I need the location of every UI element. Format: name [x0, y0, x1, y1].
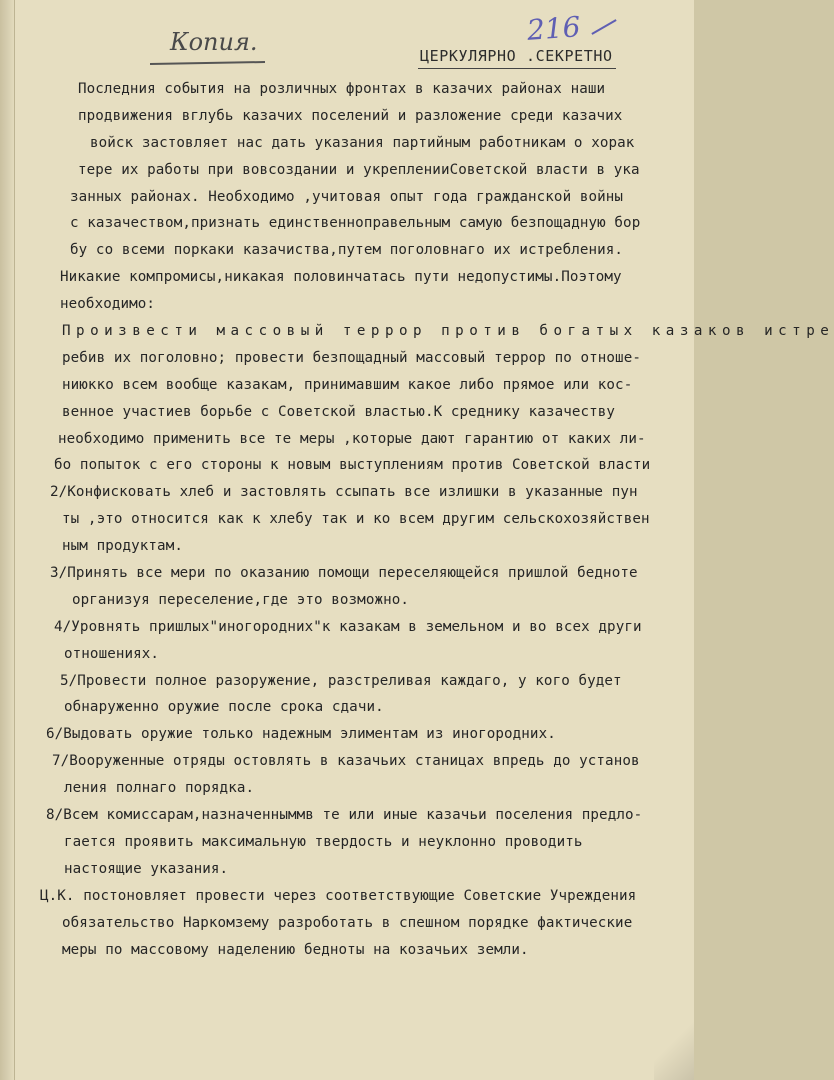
text-line: ным продуктам.: [62, 538, 183, 555]
text-line: обнаруженно оружие после срока сдачи.: [64, 699, 384, 716]
text-line: Произвести массовый террор против богатых казаков истре: [62, 323, 834, 340]
text-line: войск застовляет нас дать указания партийным работникам о хорак: [90, 134, 635, 151]
copy-mark-underline: [150, 61, 265, 65]
text-line: Никакие компромисы,никакая половинчатась пути недопустимы.Поэтому: [60, 269, 622, 286]
text-line: занных районах. Необходимо ,учитовая опыт года гражданской войны: [70, 188, 624, 205]
text-line: бо попыток с его стороны к новым выступлениям против Советской власти: [54, 457, 651, 474]
text-line: венное участиев борьбе с Советской властью.К среднику казачеству: [62, 403, 616, 420]
text-line: 4/Уровнять пришлых"иногородних"к казакам в земельном и во всех други: [54, 618, 642, 635]
text-line: бу со всеми поркаки казачиства,путем поголовнаго их истребления.: [70, 242, 624, 259]
folio-number: 216: [525, 10, 582, 47]
text-line: ниюкко всем вообще казакам, принимавшим какое либо прямое или кос-: [62, 376, 633, 393]
document-body: [40, 76, 834, 963]
text-line: ребив их поголовно; провести безпощадный массовый террор по отноше-: [62, 349, 641, 366]
text-line: 2/Конфисковать хлеб и застовлять ссыпать все излишки в указанные пун: [50, 484, 638, 501]
text-line: 3/Принять все мери по оказанию помощи переселяющейся пришлой бедноте: [50, 565, 638, 582]
page-binding-edge: [0, 0, 15, 1080]
text-line: ты ,это относится как к хлебу так и ко всем другим сельскохозяйствен: [62, 511, 650, 528]
text-line: обязательство Наркомзему разроботать в спешном порядке фактические: [62, 914, 633, 931]
text-line: продвижения вглубь казачих поселений и разложение среди казачих: [78, 107, 623, 124]
page-corner-shadow: [654, 1000, 694, 1080]
text-line: отношениях.: [64, 645, 160, 662]
text-line: тере их работы при вовсоздании и укрепленииСоветской власти в ука: [78, 161, 640, 178]
text-line: меры по массовому наделению бедноты на козачьих земли.: [62, 941, 529, 958]
text-line: 7/Вооруженные отряды остовлять в казачьих станицах впредь до установ: [52, 753, 640, 770]
text-line: Последния события на розличных фронтах в казачих районах наши: [78, 81, 606, 97]
folio-strike-mark: [591, 19, 616, 35]
text-line: необходимо:: [60, 296, 156, 313]
document-heading: ЦЕРКУЛЯРНО .СЕКРЕТНО: [420, 47, 613, 65]
text-line: настоящие указания.: [64, 860, 229, 877]
text-line: 6/Выдовать оружие только надежным элиментам из иногородних.: [46, 726, 556, 743]
text-line: с казачеством,признать единственноправельным самую безпощадную бор: [70, 215, 641, 232]
text-line: организуя переселение,где это возможно.: [72, 591, 410, 608]
text-line: Ц.К. постоновляет провести через соответствующие Советские Учреждения: [40, 887, 637, 904]
text-line: ления полнаго порядка.: [64, 780, 255, 797]
text-line: 5/Провести полное разоружение, разстреливая каждаго, у кого будет: [60, 672, 622, 689]
text-line: гается проявить максимальную твердость и неуклонно проводить: [64, 833, 583, 850]
text-line: 8/Всем комиссарам,назначенныммв те или иные казачьи поселения предло-: [46, 807, 643, 824]
heading-underline: [418, 68, 616, 69]
handwritten-copy-mark: Копия.: [170, 28, 258, 56]
text-line: необходимо применить все те меры ,которые дают гарантию от каких ли-: [58, 430, 646, 447]
